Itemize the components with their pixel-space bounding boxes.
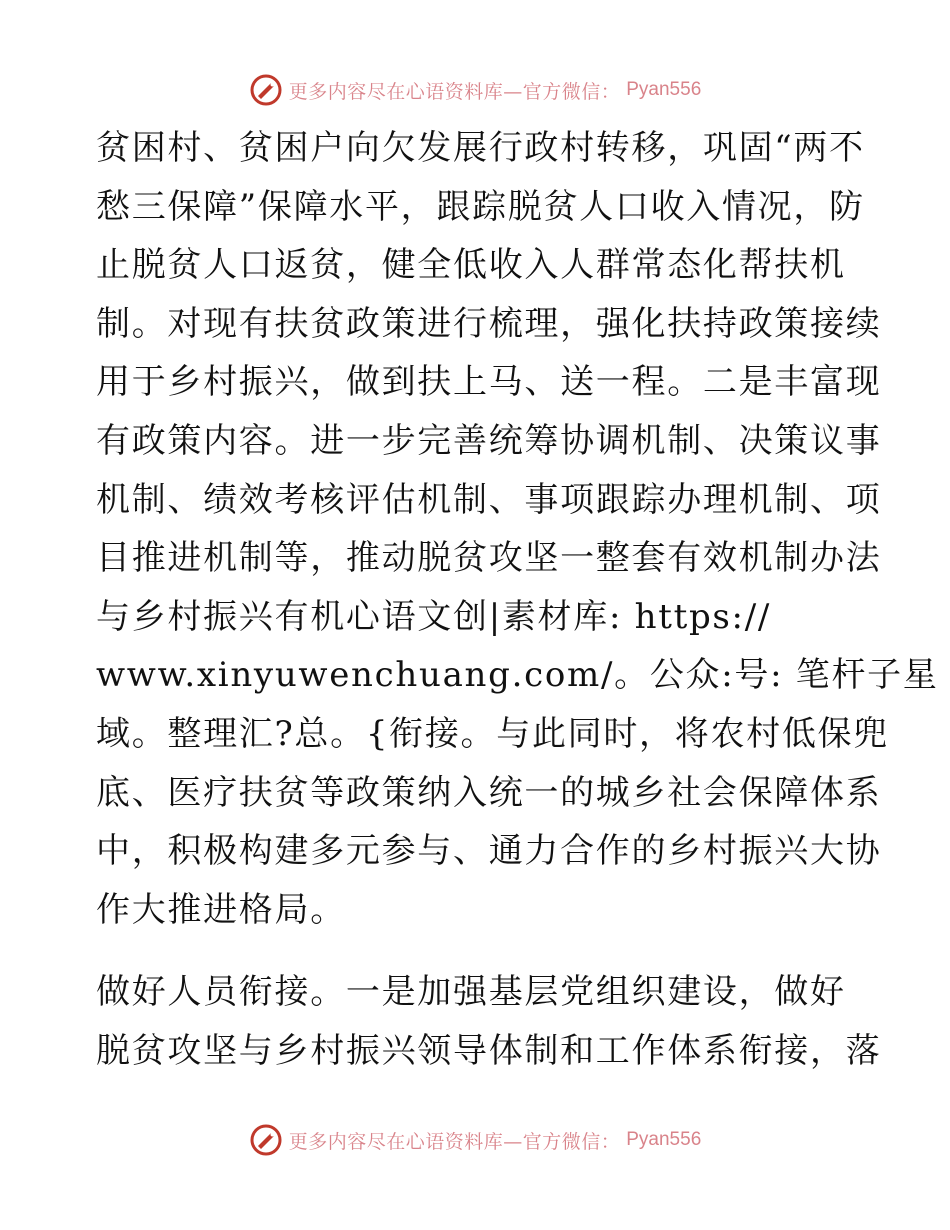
text-line: 做好人员衔接。一是加强基层党组织建设，做好	[96, 972, 846, 1013]
text-line: 止脱贫人口返贫，健全低收入人群常态化帮扶机	[96, 245, 846, 286]
paragraph	[96, 119, 939, 939]
text-line: 机制、绩效考核评估机制、事项跟踪办理机制、项	[96, 479, 882, 520]
text-line: 脱贫攻坚与乡村振兴领导体制和工作体系衔接，落	[96, 1030, 882, 1071]
document-body	[96, 119, 939, 1081]
brand-logo-icon	[249, 73, 283, 107]
text-line: 作大推进格局。	[96, 889, 346, 930]
text-line: 愁三保障”保障水平，跟踪脱贫人口收入情况，防	[96, 186, 865, 227]
text-line: 制。对现有扶贫政策进行梳理，强化扶持政策接续	[96, 303, 882, 344]
text-line: 与乡村振兴有机心语文创|素材库: https://	[96, 596, 772, 637]
header-banner	[0, 70, 950, 110]
paragraph-gap	[96, 939, 856, 963]
text-line: 贫困村、贫困户向欠发展行政村转移，巩固“两不	[96, 128, 865, 168]
header-brand-text: 更多内容尽在心语资料库—官方微信：	[288, 80, 621, 103]
header-contact: Pyan556	[626, 79, 702, 100]
footer-banner	[0, 1120, 950, 1160]
brand-logo-icon	[249, 1123, 283, 1157]
footer-contact: Pyan556	[626, 1129, 702, 1150]
footer-brand-text: 更多内容尽在心语资料库—官方微信：	[288, 1130, 621, 1153]
text-line: 有政策内容。进一步完善统筹协调机制、决策议事	[96, 420, 882, 461]
text-line: 目推进机制等，推动脱贫攻坚一整套有效机制办法	[96, 538, 882, 579]
text-line: 用于乡村振兴，做到扶上马、送一程。二是丰富现	[96, 362, 882, 403]
text-line: www.xinyuwenchuang.com/。公众:号: 笔杆子星	[96, 655, 939, 696]
text-line: 中，积极构建多元参与、通力合作的乡村振兴大协	[96, 831, 882, 872]
text-line: 域。整理汇?总。{衔接。与此同时，将农村低保兜	[96, 713, 889, 754]
text-line: 底、医疗扶贫等政策纳入统一的城乡社会保障体系	[96, 772, 882, 813]
paragraph	[96, 963, 882, 1080]
